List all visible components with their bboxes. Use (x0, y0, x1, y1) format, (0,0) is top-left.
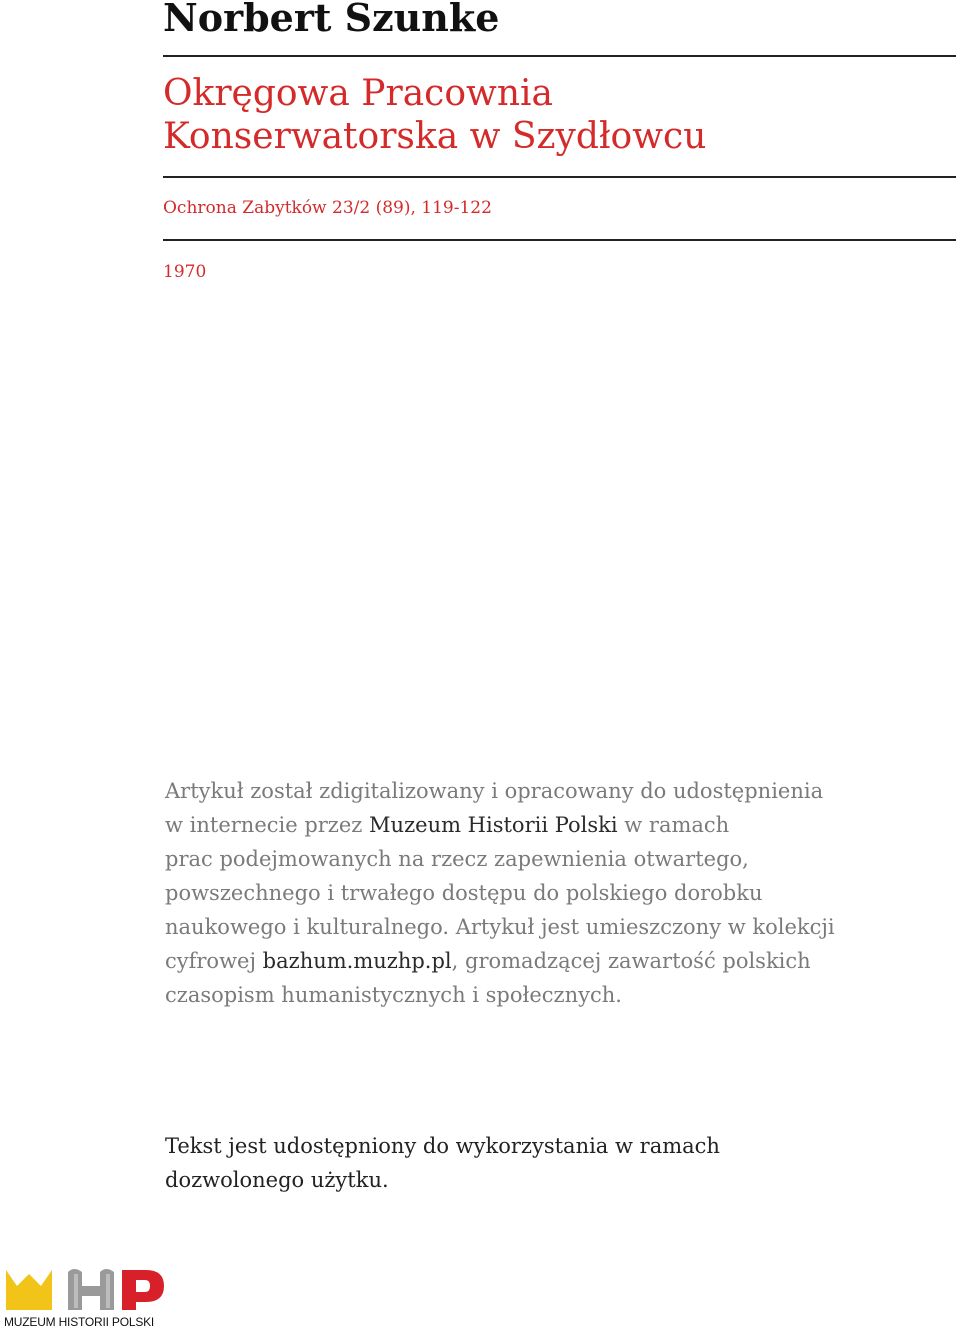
museum-logo-text: MUZEUM HISTORII POLSKI (4, 1315, 155, 1329)
notice-line-3: prac podejmowanych na rzecz zapewnienia otwartego, (165, 847, 749, 871)
logo-red-p (122, 1270, 164, 1310)
journal-source: Ochrona Zabytków 23/2 (89), 119-122 (163, 198, 492, 218)
notice-line-5: naukowego i kulturalnego. Artykuł jest umieszczony w kolekcji (165, 915, 835, 939)
notice-line-2 (165, 808, 935, 842)
license-line-1: Tekst jest udostępniony do wykorzystania w ramach (165, 1134, 720, 1158)
notice-line-6-start: cyfrowej (165, 949, 263, 973)
notice-line-6-end: , gromadzącej zawartość polskich (451, 949, 811, 973)
museum-logo-mark (4, 1264, 166, 1314)
author-name: Norbert Szunke (163, 0, 500, 40)
notice-line-4: powszechnego i trwałego dostępu do polskiego dorobku (165, 881, 763, 905)
notice-line-2-start: w internecie przez (165, 813, 370, 837)
museum-logo (4, 1264, 166, 1330)
notice-line-2-end: w ramach (617, 813, 730, 837)
license-notice (165, 1129, 935, 1197)
notice-line-6 (165, 944, 935, 978)
logo-yellow-crown (6, 1270, 52, 1310)
museum-name: Muzeum Historii Polski (369, 813, 618, 837)
article-title (163, 72, 943, 158)
bazhum-link[interactable]: bazhum.muzhp.pl (262, 949, 452, 973)
notice-line-7: czasopism humanistycznych i społecznych. (165, 983, 622, 1007)
divider-top (163, 55, 956, 57)
divider-middle (163, 176, 956, 178)
article-title-line-2: Konserwatorska w Szydłowcu (163, 116, 707, 157)
publication-year: 1970 (163, 262, 207, 282)
digitization-notice (165, 774, 935, 1012)
notice-line-1: Artykuł został zdigitalizowany i opracowany do udostępnienia (165, 779, 824, 803)
license-line-2: dozwolonego użytku. (165, 1168, 389, 1192)
divider-bottom (163, 239, 956, 241)
article-title-line-1: Okręgowa Pracownia (163, 73, 553, 114)
